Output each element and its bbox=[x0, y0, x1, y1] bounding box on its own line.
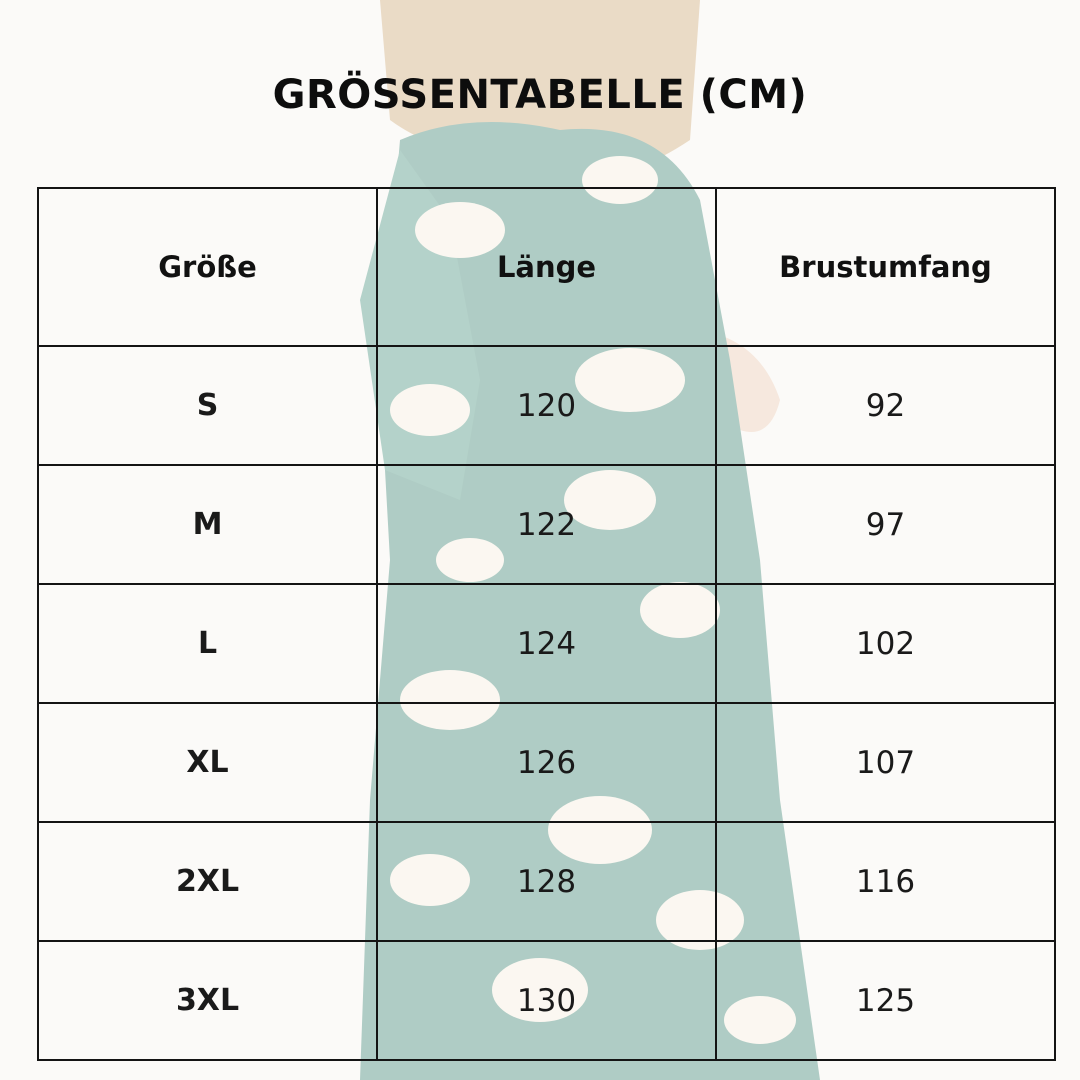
header-bust: Brustumfang bbox=[716, 188, 1055, 346]
bust-cell: 107 bbox=[716, 703, 1055, 822]
bust-cell: 97 bbox=[716, 465, 1055, 584]
length-cell: 126 bbox=[377, 703, 716, 822]
bust-cell: 102 bbox=[716, 584, 1055, 703]
size-cell: M bbox=[38, 465, 377, 584]
size-cell: L bbox=[38, 584, 377, 703]
length-cell: 120 bbox=[377, 346, 716, 465]
header-size: Größe bbox=[38, 188, 377, 346]
bust-cell: 116 bbox=[716, 822, 1055, 941]
header-length: Länge bbox=[377, 188, 716, 346]
length-cell: 130 bbox=[377, 941, 716, 1060]
size-chart-table bbox=[37, 187, 1056, 1061]
page-title: GRÖSSENTABELLE (CM) bbox=[272, 72, 808, 118]
size-cell: 3XL bbox=[38, 941, 377, 1060]
size-cell: S bbox=[38, 346, 377, 465]
size-cell: 2XL bbox=[38, 822, 377, 941]
table-row bbox=[38, 346, 1055, 465]
table-row bbox=[38, 703, 1055, 822]
table-row bbox=[38, 584, 1055, 703]
length-cell: 122 bbox=[377, 465, 716, 584]
table-row bbox=[38, 822, 1055, 941]
table-row bbox=[38, 941, 1055, 1060]
table-row bbox=[38, 465, 1055, 584]
table-header-row bbox=[38, 188, 1055, 346]
size-cell: XL bbox=[38, 703, 377, 822]
bust-cell: 125 bbox=[716, 941, 1055, 1060]
length-cell: 128 bbox=[377, 822, 716, 941]
bust-cell: 92 bbox=[716, 346, 1055, 465]
length-cell: 124 bbox=[377, 584, 716, 703]
